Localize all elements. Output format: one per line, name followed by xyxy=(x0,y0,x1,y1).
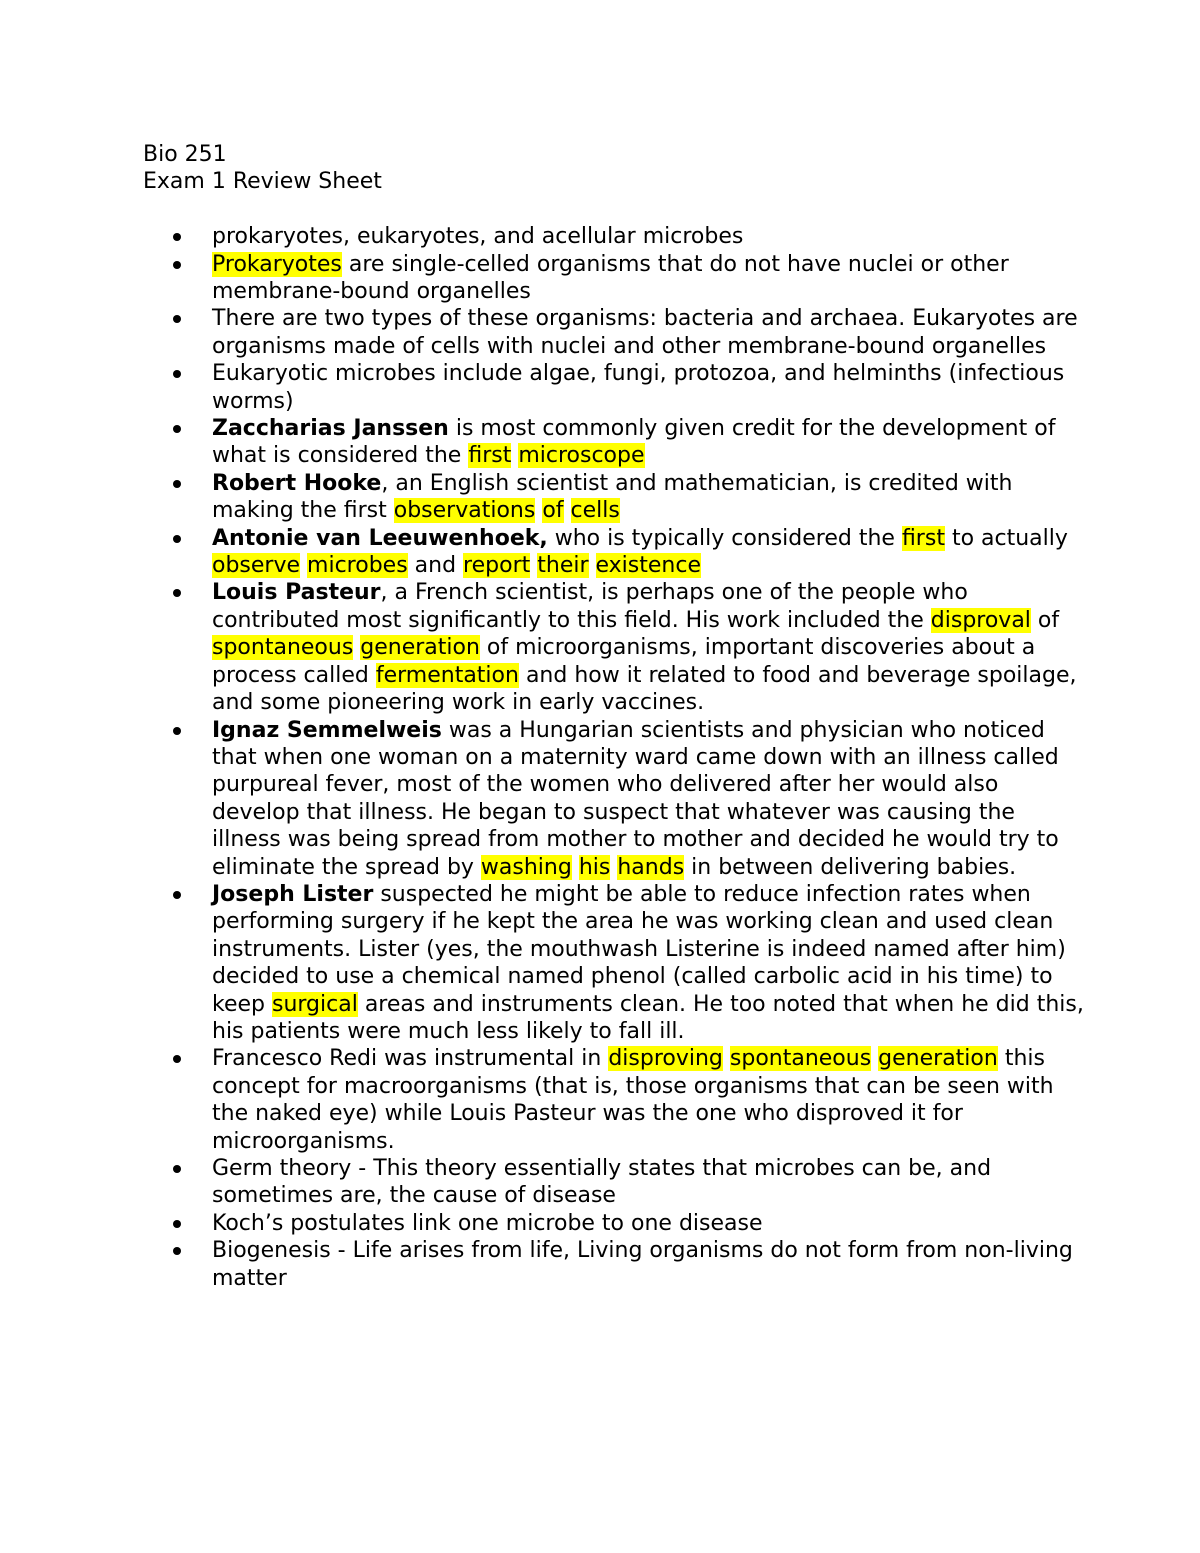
bullet-icon xyxy=(173,727,181,735)
highlighted-text: generation xyxy=(878,1046,998,1072)
highlighted-text: hands xyxy=(617,854,685,880)
item-text: Eukaryotic microbes include algae, fungi, protozoa, and helminths (infectious worms) xyxy=(212,361,1065,414)
highlighted-text: spontaneous xyxy=(729,1046,872,1072)
item-text: was a Hungarian scientists and physician who noticed that when one woman on a maternity ward came down with an illness called purpureal fever, most of the women who delivered after her would also develop that illness. He began to suspect that whatever was causing the illness was being spread from mother to mother and decided he would try to eliminate the spread by xyxy=(212,717,1059,880)
list-item xyxy=(143,415,1087,470)
bold-name: Ignaz Semmelweis xyxy=(212,717,442,743)
item-text: in between delivering babies. xyxy=(684,854,1017,880)
item-text: areas and instruments clean. He too noted that when he did this, his patients were much less likely to fall ill. xyxy=(212,991,1084,1044)
highlighted-text: existence xyxy=(595,553,701,579)
bullet-icon xyxy=(173,261,181,269)
list-item xyxy=(143,525,1087,580)
highlighted-text: spontaneous xyxy=(212,635,354,661)
list-item xyxy=(143,470,1087,525)
bullet-icon xyxy=(173,1165,181,1173)
highlighted-text: cells xyxy=(570,498,620,524)
course-title: Bio 251 xyxy=(143,142,227,167)
list-item xyxy=(143,305,1087,360)
item-text xyxy=(723,1046,730,1071)
bullet-icon xyxy=(173,315,181,323)
highlighted-text: microbes xyxy=(307,553,408,579)
item-text: Biogenesis - Life arises from life, Living organisms do not form from non-living matter xyxy=(212,1238,1073,1291)
list-item xyxy=(143,251,1087,306)
item-text: to actually xyxy=(944,525,1068,551)
item-text: are single-celled organisms that do not have nuclei or other membrane-bound organelles xyxy=(212,251,1009,305)
item-text: Germ theory - This theory essentially states that microbes can be, and sometimes are, the cause of disease xyxy=(212,1156,992,1209)
item-text: There are two types of these organisms: bacteria and archaea. Eukaryotes are organisms made of cells with nuclei and other membrane-bound organelles xyxy=(212,306,1078,359)
list-item xyxy=(143,1045,1087,1155)
bullet-icon xyxy=(173,370,181,378)
list-item xyxy=(143,1155,1087,1210)
highlighted-text: of xyxy=(542,498,564,524)
bold-name: Antonie van Leeuwenhoek, xyxy=(212,525,548,551)
highlighted-text: observations xyxy=(393,498,536,524)
bullet-icon xyxy=(173,1055,181,1063)
item-text: who is typically considered the xyxy=(547,525,902,551)
list-item xyxy=(143,360,1087,415)
bullet-icon xyxy=(173,425,181,433)
bullet-icon xyxy=(173,233,181,241)
highlighted-text: report xyxy=(463,553,531,579)
review-list xyxy=(143,223,1084,1292)
highlighted-text: microscope xyxy=(518,443,645,469)
list-item xyxy=(143,717,1087,881)
item-text xyxy=(564,498,571,523)
bullet-icon xyxy=(173,589,181,597)
item-text: , a French scientist, is perhaps one of the people who contributed most significantly to this field. His work included the xyxy=(212,580,968,633)
highlighted-text: surgical xyxy=(271,991,358,1017)
item-text: prokaryotes, eukaryotes, and acellular microbes xyxy=(212,224,744,250)
item-text: Francesco Redi was instrumental in xyxy=(212,1046,609,1072)
item-text: , an English scientist and mathematician, is credited with making the first xyxy=(212,470,1013,524)
item-text: suspected he might be able to reduce infection rates when performing surgery if he kept the area he was working clean and used clean instruments. Lister (yes, the mouthwash Listerine is indeed named after him) decided to use a chemical named phenol (called carbolic acid in his time) to keep xyxy=(212,881,1066,1017)
list-item xyxy=(143,1210,1087,1237)
item-text xyxy=(589,553,596,578)
item-text xyxy=(572,855,579,880)
list-item xyxy=(143,223,1087,250)
item-text xyxy=(300,553,307,578)
highlighted-text: first xyxy=(901,525,945,551)
bullet-icon xyxy=(173,891,181,899)
bold-name: Zaccharias Janssen xyxy=(212,416,449,442)
highlighted-text: disproving xyxy=(608,1046,723,1072)
highlighted-text: observe xyxy=(212,553,301,579)
highlighted-text: his xyxy=(578,854,611,880)
item-text: of microorganisms, important discoveries about a process called xyxy=(212,635,1036,688)
highlighted-text: washing xyxy=(480,854,572,880)
bullet-icon xyxy=(173,535,181,543)
item-text: this concept for macroorganisms (that is, those organisms that can be seen with the naked eye) while Louis Pasteur was the one who disproved it for microorganisms. xyxy=(212,1046,1054,1154)
highlighted-text: disproval xyxy=(930,607,1031,633)
highlighted-text: their xyxy=(537,553,589,579)
list-item xyxy=(143,1237,1087,1292)
item-text: and how it related to food and beverage spoilage, and some pioneering work in early vaccines. xyxy=(212,662,1077,716)
bold-name: Louis Pasteur xyxy=(212,580,381,606)
bold-name: Joseph Lister xyxy=(212,881,374,907)
highlighted-text: first xyxy=(468,443,512,469)
highlighted-text: generation xyxy=(360,635,480,661)
item-text: Koch’s postulates link one microbe to one disease xyxy=(212,1210,763,1236)
highlighted-text: Prokaryotes xyxy=(212,251,342,277)
blank-line xyxy=(143,196,1080,223)
bold-name: Robert Hooke xyxy=(212,470,382,496)
bullet-icon xyxy=(173,480,181,488)
item-text: of xyxy=(1030,607,1060,633)
list-item xyxy=(143,579,1087,716)
item-text: and xyxy=(407,553,464,579)
bullet-icon xyxy=(173,1247,181,1255)
highlighted-text: fermentation xyxy=(375,662,519,688)
list-item xyxy=(143,881,1087,1045)
bullet-icon xyxy=(173,1220,181,1228)
sheet-title: Exam 1 Review Sheet xyxy=(143,169,382,195)
item-text: is most commonly given credit for the development of what is considered the xyxy=(212,416,1056,469)
